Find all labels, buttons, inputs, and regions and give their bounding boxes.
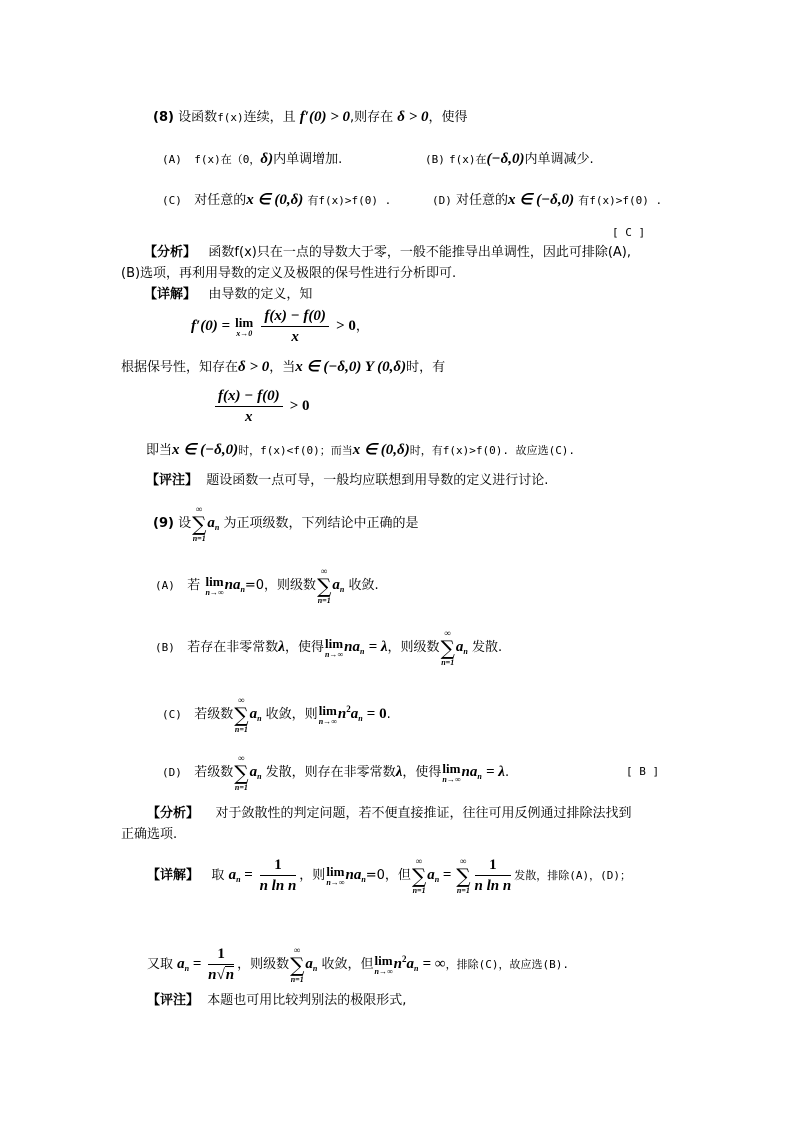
q8-comment: 【评注】 题设函数一点可导，一般均应联想到用导数的定义进行讨论. (146, 473, 549, 488)
q9-option-c: (C) 若级数 ∞ ∑ n=1 $a_n$ 收敛，则 lim n→∞ $n^2a_n = 0$. (162, 694, 391, 734)
q9-analysis-line2: 正确选项. (121, 827, 178, 842)
q8-cond-derivative: f′(0) > 0 (299, 109, 351, 125)
q8-analysis-line1: 【分析】 函数f(x)只在一点的导数大于零，一般不能推导出单调性，因此可排除(A), (144, 245, 632, 260)
q8-option-a: (A) f(x)在（0，δ)内单调增加. (162, 151, 343, 167)
q8-cond-delta: δ > 0 (397, 109, 429, 125)
q9-detail-line1: 【详解】 取 $a_n$ = $\frac{1}{\text{n ln n}}$ ，则 lim n→∞ $na_n=0$，但 ∞ ∑ n=1 $a_n$ = ∞ ∑ n=1 $\frac{1}{\text{n ln n}}$ 发散，排除(A)，(D)； (147, 855, 631, 895)
q8-option-b: (B) f(x)在(−δ,0)内单调减少. (425, 151, 594, 167)
q9-option-b: (B) 若存在非零常数λ，使得 lim n→∞ $na_n = \lambda$，则级数 ∞ ∑ n=1 $a_n$ 发散. (155, 627, 503, 667)
q8-option-d: (D) 对任意的x ∈ (−δ,0) 有f(x)>f(0) . (432, 192, 663, 208)
q8-stem: (8) 设函数f(x)连续，且 f′(0) > 0,则存在 δ > 0，使得 (153, 109, 468, 125)
q8-quotient-formula: $\frac{f(x) - f(0)}{x}$ > 0 (212, 384, 310, 429)
q9-analysis-line1: 【分析】 对于敛散性的判定问题，若不便直接推证，往往可用反例通过排除法找到 (147, 806, 632, 821)
q8-detail-line3: 即当x ∈ (−δ,0)时，f(x)<f(0)；而当x ∈ (0,δ)时，有f(x)>f(0). 故应选(C). (146, 442, 576, 458)
q8-number: (8) (153, 110, 174, 125)
q9-answer: [ B ] (626, 765, 660, 778)
q9-option-a: (A) 若 lim n→∞ $na_n=0$，则级数 ∞ ∑ n=1 $a_n$ 收敛. (155, 565, 379, 605)
q8-answer: [ C ] (612, 226, 646, 239)
q8-detail-line2: 根据保号性，知存在δ > 0，当x ∈ (−δ,0) Y (0,δ)时，有 (121, 359, 446, 375)
q8-analysis-line2: (B)选项，再利用导数的定义及极限的保号性进行分析即可. (121, 266, 457, 281)
q9-comment: 【评注】 本题也可用比较判别法的极限形式, (147, 993, 407, 1008)
q8-derivative-formula: f′(0) = lim x→0 $\frac{f(x) - f(0)}{x}$ > 0， (191, 308, 369, 345)
q9-number: (9) (153, 516, 174, 531)
q9-option-d: (D) 若级数 ∞ ∑ n=1 $a_n$ 发散，则存在非零常数λ，使得 lim n→∞ $na_n = \lambda$. (162, 752, 510, 792)
q8-option-c: (C) 对任意的x ∈ (0,δ) 有f(x)>f(0) . (162, 192, 392, 208)
q9-detail-line2: 又取 $a_n$ = $\frac{1}{n√n}$ ，则级数 ∞ ∑ n=1 $a_n$ 收敛，但 lim n→∞ $n^2a_n$ = ∞，排除(C)，故应选(B). (147, 944, 569, 984)
q8-detail-line1: 【详解】 由导数的定义，知 (144, 287, 313, 302)
q9-stem: (9) 设 ∞ ∑ n=1 $a_n$ 为正项级数，下列结论中正确的是 (153, 503, 419, 543)
